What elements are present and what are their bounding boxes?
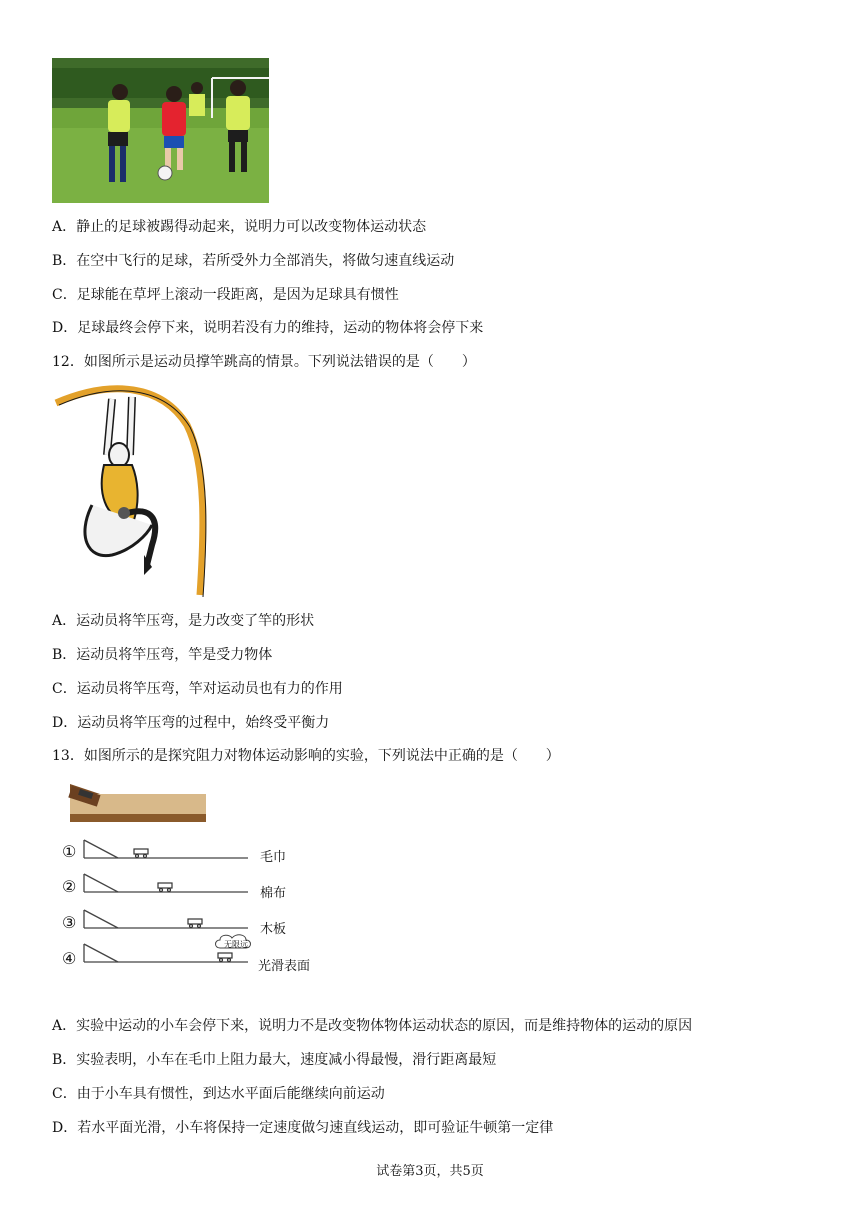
q13-option-a: A．实验中运动的小车会停下来，说明力不是改变物体物体运动状态的原因，而是维持物体的运动的原因	[52, 1018, 693, 1034]
q13-option-c: C．由于小车具有惯性，到达水平面后能继续向前运动	[52, 1086, 385, 1102]
q13-option-d: D．若水平面光滑，小车将保持一定速度做匀速直线运动，即可验证牛顿第一定律	[52, 1120, 554, 1136]
row-1-number: ①	[62, 842, 77, 861]
row-3-surface: 木板	[260, 922, 287, 937]
soccer-photo	[52, 58, 269, 203]
row-3-number: ③	[62, 913, 77, 932]
ramp-board-figure	[68, 780, 208, 824]
q13-stem: 13．如图所示的是探究阻力对物体运动影响的实验，下列说法中正确的是（ ）	[52, 748, 560, 764]
page-footer: 试卷第3页，共5页	[376, 1164, 484, 1179]
row-4-number: ④	[62, 949, 77, 968]
q12-option-c: C．运动员将竿压弯，竿对运动员也有力的作用	[52, 681, 343, 697]
q12-option-a: A．运动员将竿压弯，是力改变了竿的形状	[52, 613, 315, 629]
row-4-surface: 光滑表面	[258, 959, 311, 974]
q12-option-b: B．运动员将竿压弯，竿是受力物体	[52, 647, 273, 663]
row-2-number: ②	[62, 877, 77, 896]
row-1-surface: 毛巾	[260, 850, 287, 865]
q12-option-d: D．运动员将竿压弯的过程中，始终受平衡力	[52, 715, 330, 731]
row-2-surface: 棉布	[260, 886, 287, 901]
q11-option-c: C．足球能在草坪上滚动一段距离，是因为足球具有惯性	[52, 287, 399, 303]
q11-option-d: D．足球最终会停下来，说明若没有力的维持，运动的物体将会停下来	[52, 320, 484, 336]
cloud-label: 无限远	[224, 940, 248, 949]
q11-option-b: B．在空中飞行的足球，若所受外力全部消失，将做匀速直线运动	[52, 253, 455, 269]
q11-option-a: A．静止的足球被踢得动起来，说明力可以改变物体运动状态	[52, 219, 427, 235]
q12-stem: 12．如图所示是运动员撑竿跳高的情景。下列说法错误的是（ ）	[52, 354, 476, 370]
q13-option-b: B．实验表明，小车在毛巾上阻力最大，速度减小得最慢，滑行距离最短	[52, 1052, 497, 1068]
experiment-rows-diagram	[80, 836, 260, 972]
pole-vault-figure	[52, 385, 212, 597]
